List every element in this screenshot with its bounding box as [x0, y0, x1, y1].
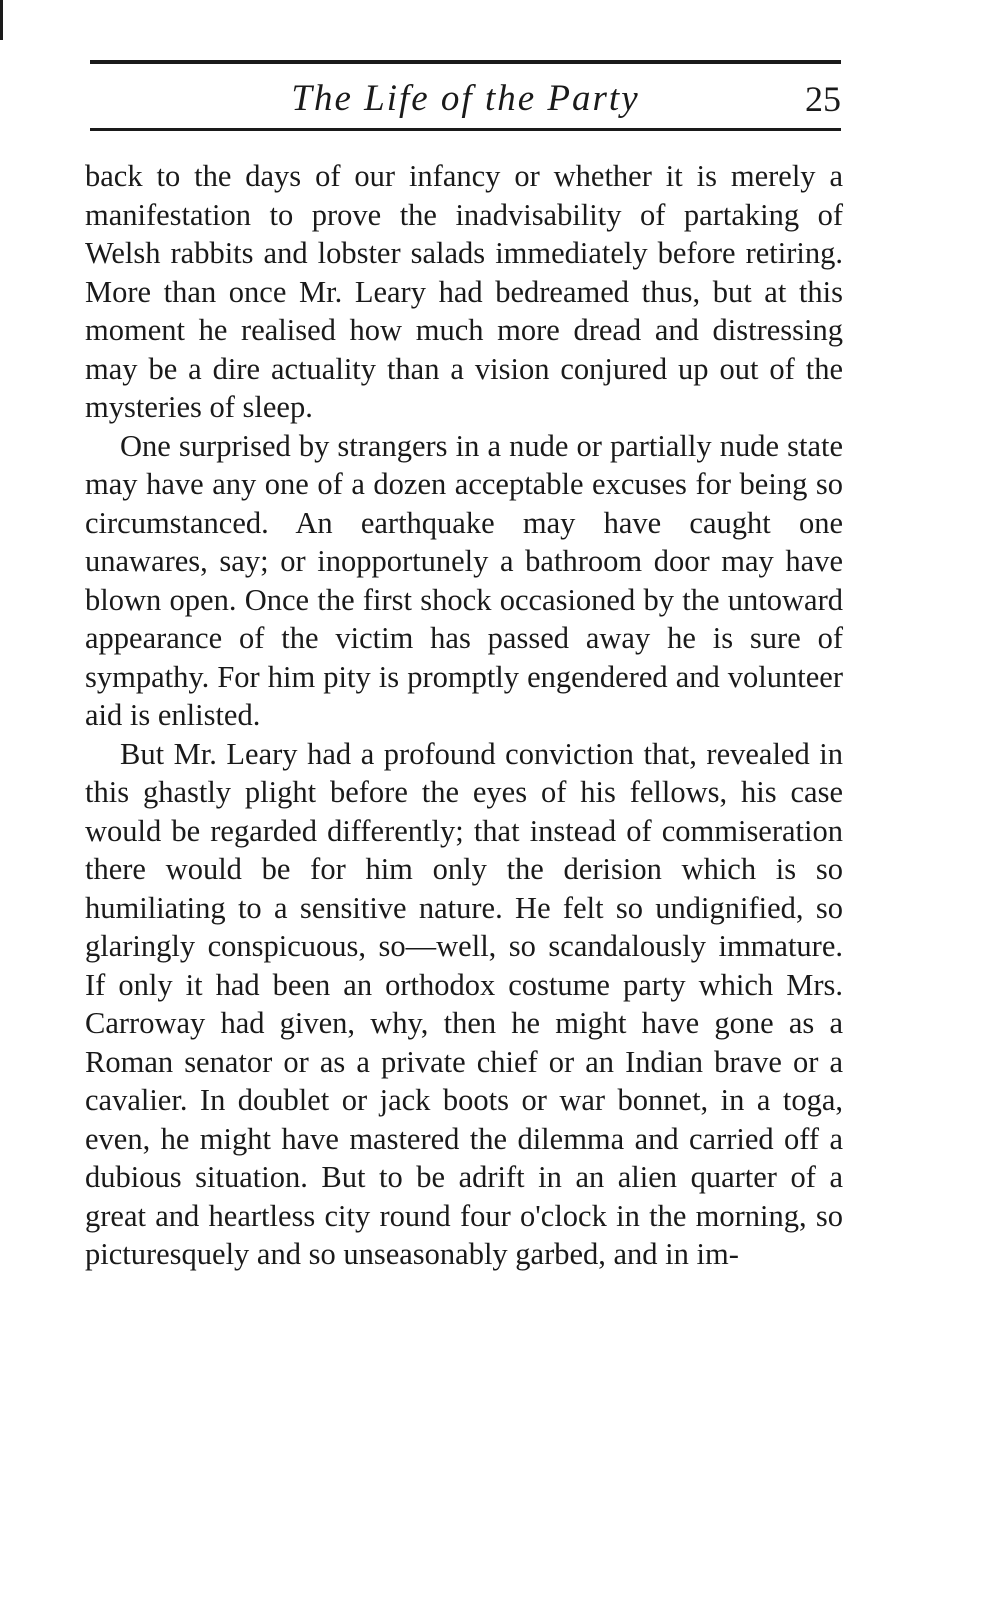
header-rule — [90, 128, 841, 131]
paragraph: But Mr. Leary had a profound conviction that, revealed in this ghastly plight before the eyes of his fellows, his case would be regarded differently; that instead of commiseration there would be for him only the derision which is so humiliating to a sensitive nature. He felt so undignified, so glaringly conspicuous, so—well, so scandalously immature. If only it had been an orthodox costume party which Mrs. Carroway had given, why, then he might have gone as a Roman senator or as a private chief or an Indian brave or a cavalier. In doublet or jack boots or war bonnet, in a toga, even, he might have mastered the dilemma and carried off a dubious situation. But to be adrift in an alien quarter of a great and heartless city round four o'clock in the morning, so picturesquely and so unseasonably garbed, and in im- — [85, 736, 843, 1271]
paragraph-continued: back to the days of our infancy or whether it is merely a manifestation to prove the inadvisability of partaking of Welsh rabbits and lobster salads immediately before retiring. More than once Mr. Leary had bedreamed thus, but at this moment he realised how much more dread and distressing may be a dire actuality than a vision conjured up out of the mysteries of sleep. — [85, 159, 843, 424]
top-rule — [90, 60, 841, 64]
body-text — [85, 157, 843, 1274]
scan-edge-mark — [0, 0, 3, 40]
running-title: The Life of the Party — [291, 78, 640, 119]
page-header — [90, 74, 841, 124]
page-number: 25 — [805, 79, 841, 119]
paragraph: One surprised by strangers in a nude or partially nude state may have any one of a dozen acceptable excuses for being so circumstanced. An earthquake may have caught one unawares, say; or inopportunely a bathroom door may have blown open. Once the first shock occasioned by the untoward appearance of the victim has passed away he is sure of sympathy. For him pity is promptly engendered and volunteer aid is enlisted. — [85, 428, 843, 732]
